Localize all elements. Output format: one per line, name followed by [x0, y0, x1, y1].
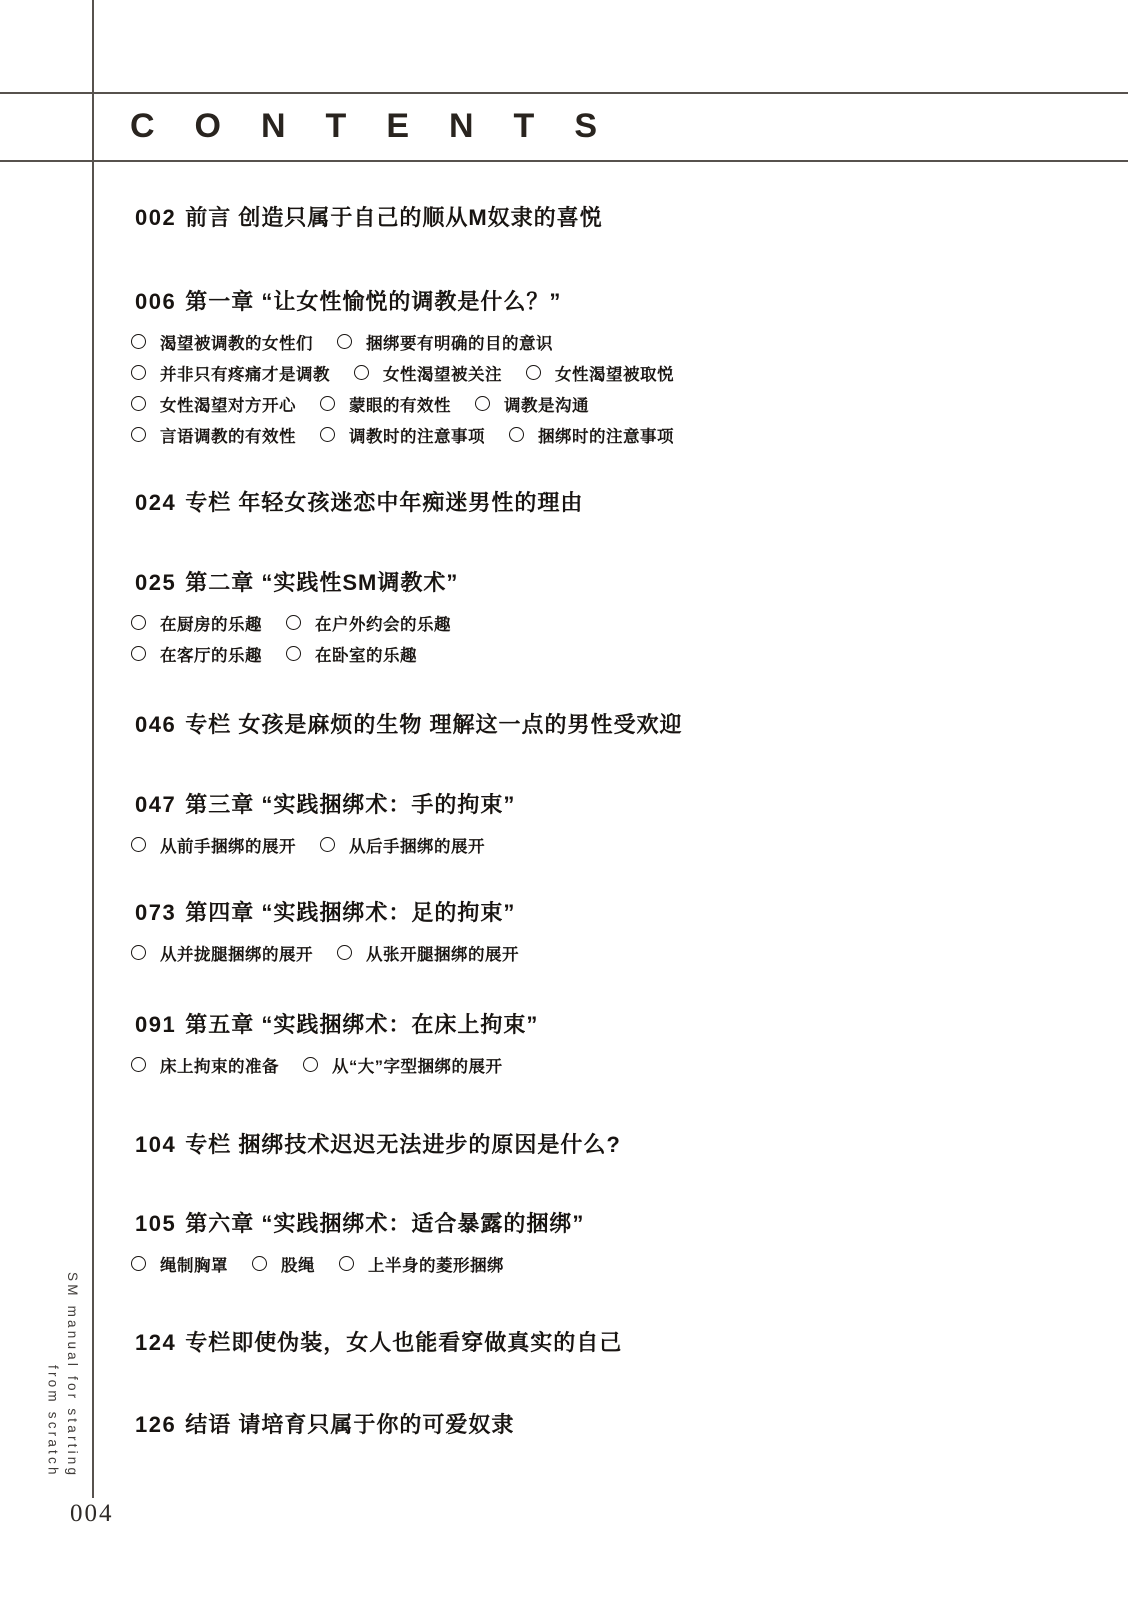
bullet-item — [354, 361, 502, 385]
bullet-item — [131, 642, 262, 666]
bullet-label: 在客厅的乐趣 — [160, 646, 262, 665]
bullet-row — [131, 829, 515, 860]
spine-line-1: SM manual for starting — [65, 1271, 80, 1478]
entry-bullet-list — [131, 937, 519, 968]
toc-entry-title — [135, 288, 674, 316]
bullet-label: 调教是沟通 — [504, 396, 589, 415]
entry-page-number: 073 — [135, 900, 177, 925]
toc-entry-title — [135, 1131, 621, 1159]
bullet-row — [131, 419, 674, 450]
bullet-circle-icon — [131, 334, 146, 349]
bullet-item — [509, 423, 674, 447]
bullet-label: 在厨房的乐趣 — [160, 615, 262, 634]
toc-entry-title — [135, 204, 603, 232]
entry-page-number: 105 — [135, 1211, 177, 1236]
entry-bullet-list — [131, 829, 515, 860]
margin-rule-vertical — [92, 0, 94, 1498]
toc-entry — [135, 1210, 584, 1279]
toc-entry — [135, 1411, 514, 1439]
toc-entry — [135, 288, 674, 450]
bullet-row — [131, 1248, 584, 1279]
bullet-label: 调教时的注意事项 — [349, 427, 485, 446]
bullet-label: 从并拢腿捆绑的展开 — [160, 945, 313, 964]
entry-bullet-list — [131, 1049, 538, 1080]
entry-page-number: 024 — [135, 490, 177, 515]
bullet-label: 从张开腿捆绑的展开 — [366, 945, 519, 964]
bullet-row — [131, 326, 674, 357]
bullet-item — [131, 392, 296, 416]
page-title: CONTENTS — [130, 107, 637, 145]
bullet-label: 在卧室的乐趣 — [315, 646, 417, 665]
entry-title-text: 专栏 年轻女孩迷恋中年痴迷男性的理由 — [185, 490, 584, 515]
toc-entry-title — [135, 1011, 538, 1039]
bullet-circle-icon — [252, 1256, 267, 1271]
toc-entry — [135, 1131, 621, 1159]
bullet-circle-icon — [337, 334, 352, 349]
toc-entry — [135, 569, 458, 669]
bullet-circle-icon — [131, 1057, 146, 1072]
bullet-label: 股绳 — [281, 1256, 315, 1275]
toc-entry — [135, 1011, 538, 1080]
bullet-circle-icon — [131, 837, 146, 852]
bullet-item — [286, 611, 451, 635]
bullet-circle-icon — [337, 945, 352, 960]
entry-title-text: 第一章 “让女性愉悦的调教是什么？” — [185, 289, 562, 314]
spine-text — [42, 1246, 82, 1478]
entry-bullet-list — [131, 326, 674, 450]
entry-title-text: 第五章 “实践捆绑术：在床上拘束” — [185, 1012, 539, 1037]
bullet-item — [320, 833, 485, 857]
bullet-item — [131, 611, 262, 635]
entry-page-number: 006 — [135, 289, 177, 314]
bullet-label: 捆绑时的注意事项 — [538, 427, 674, 446]
toc-entry — [135, 489, 583, 517]
toc-entry-title — [135, 1411, 514, 1439]
toc-entry-title — [135, 899, 519, 927]
entry-page-number: 046 — [135, 712, 177, 737]
bullet-circle-icon — [131, 615, 146, 630]
bullet-item — [475, 392, 589, 416]
bullet-label: 言语调教的有效性 — [160, 427, 296, 446]
toc-entry-title — [135, 489, 583, 517]
bullet-label: 在户外约会的乐趣 — [315, 615, 451, 634]
entry-page-number: 124 — [135, 1330, 177, 1355]
entry-title-text: 前言 创造只属于自己的顺从M奴隶的喜悦 — [185, 205, 603, 230]
bullet-circle-icon — [320, 396, 335, 411]
bullet-circle-icon — [320, 837, 335, 852]
bullet-circle-icon — [475, 396, 490, 411]
bullet-item — [131, 330, 313, 354]
bullet-label: 蒙眼的有效性 — [349, 396, 451, 415]
entry-bullet-list — [131, 1248, 584, 1279]
bullet-item — [337, 330, 553, 354]
bullet-label: 绳制胸罩 — [160, 1256, 228, 1275]
bullet-circle-icon — [131, 945, 146, 960]
bullet-item — [131, 1252, 228, 1276]
entry-page-number: 104 — [135, 1132, 177, 1157]
toc-entry — [135, 791, 515, 860]
bullet-item — [131, 423, 296, 447]
bullet-label: 捆绑要有明确的目的意识 — [366, 334, 553, 353]
bullet-circle-icon — [131, 646, 146, 661]
bullet-circle-icon — [131, 1256, 146, 1271]
bullet-circle-icon — [286, 615, 301, 630]
bullet-label: 女性渴望被关注 — [383, 365, 502, 384]
bullet-item — [131, 1053, 279, 1077]
header-top-rule — [0, 92, 1128, 94]
entry-page-number: 025 — [135, 570, 177, 595]
bullet-item — [337, 941, 519, 965]
bullet-circle-icon — [320, 427, 335, 442]
bullet-circle-icon — [286, 646, 301, 661]
bullet-item — [131, 361, 330, 385]
entry-page-number: 002 — [135, 205, 177, 230]
bullet-item — [286, 642, 417, 666]
header-bottom-rule — [0, 160, 1128, 162]
bullet-label: 并非只有疼痛才是调教 — [160, 365, 330, 384]
bullet-circle-icon — [339, 1256, 354, 1271]
bullet-circle-icon — [354, 365, 369, 380]
bullet-item — [303, 1053, 503, 1077]
bullet-row — [131, 638, 458, 669]
entry-title-text: 专栏即使伪装，女人也能看穿做真实的自己 — [185, 1330, 623, 1355]
toc-entry-title — [135, 569, 458, 597]
toc-entry-title — [135, 711, 682, 739]
entry-title-text: 第三章 “实践捆绑术：手的拘束” — [185, 792, 516, 817]
bullet-row — [131, 357, 674, 388]
toc-entry — [135, 711, 682, 739]
bullet-label: 渴望被调教的女性们 — [160, 334, 313, 353]
bullet-circle-icon — [303, 1057, 318, 1072]
bullet-item — [131, 833, 296, 857]
bullet-label: 女性渴望被取悦 — [555, 365, 674, 384]
entry-title-text: 第二章 “实践性SM调教术” — [185, 570, 459, 595]
toc-entry — [135, 899, 519, 968]
bullet-row — [131, 607, 458, 638]
bullet-circle-icon — [131, 427, 146, 442]
bullet-item — [252, 1252, 315, 1276]
bullet-label: 从后手捆绑的展开 — [349, 837, 485, 856]
toc-entry — [135, 204, 603, 232]
bullet-label: 女性渴望对方开心 — [160, 396, 296, 415]
bullet-circle-icon — [509, 427, 524, 442]
entry-page-number: 091 — [135, 1012, 177, 1037]
bullet-row — [131, 1049, 538, 1080]
toc-entry-title — [135, 1329, 622, 1357]
bullet-item — [131, 941, 313, 965]
toc-entry-title — [135, 791, 515, 819]
bullet-item — [320, 423, 485, 447]
bullet-label: 从前手捆绑的展开 — [160, 837, 296, 856]
entry-bullet-list — [131, 607, 458, 669]
bullet-item — [320, 392, 451, 416]
entry-title-text: 第四章 “实践捆绑术：足的拘束” — [185, 900, 516, 925]
bullet-circle-icon — [526, 365, 541, 380]
entry-page-number: 126 — [135, 1412, 177, 1437]
entry-page-number: 047 — [135, 792, 177, 817]
bullet-circle-icon — [131, 365, 146, 380]
toc-entry-title — [135, 1210, 584, 1238]
toc-entry — [135, 1329, 622, 1357]
bullet-label: 床上拘束的准备 — [160, 1057, 279, 1076]
bullet-label: 上半身的菱形捆绑 — [368, 1256, 504, 1275]
entry-title-text: 专栏 捆绑技术迟迟无法进步的原因是什么? — [185, 1132, 621, 1157]
page-number: 004 — [70, 1500, 114, 1527]
entry-title-text: 专栏 女孩是麻烦的生物 理解这一点的男性受欢迎 — [185, 712, 683, 737]
spine-line-2: from scratch — [45, 1365, 61, 1478]
bullet-circle-icon — [131, 396, 146, 411]
bullet-label: 从“大”字型捆绑的展开 — [332, 1057, 503, 1076]
entry-title-text: 结语 请培育只属于你的可爱奴隶 — [185, 1412, 515, 1437]
bullet-item — [526, 361, 674, 385]
bullet-row — [131, 937, 519, 968]
bullet-row — [131, 388, 674, 419]
bullet-item — [339, 1252, 504, 1276]
entry-title-text: 第六章 “实践捆绑术：适合暴露的捆绑” — [185, 1211, 585, 1236]
